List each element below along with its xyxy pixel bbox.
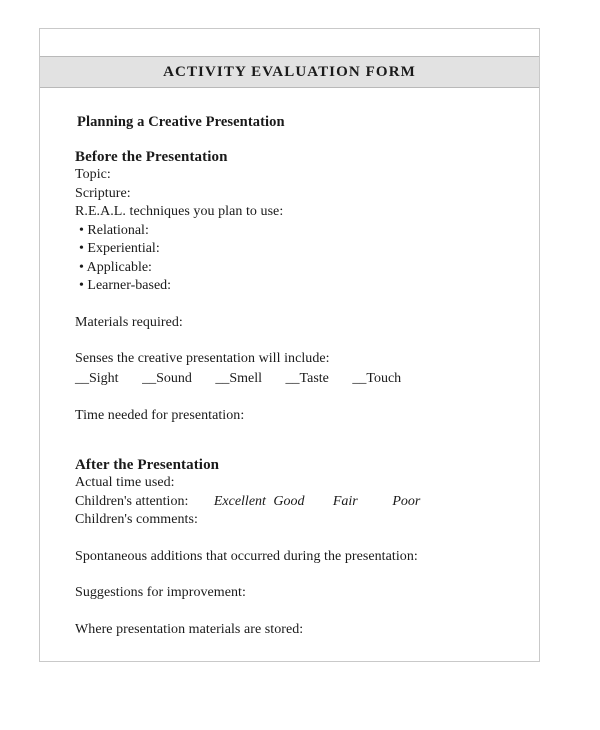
- spacer: [75, 131, 505, 149]
- attention-options: [214, 493, 421, 512]
- field-childrens-comments: Children's comments:: [75, 512, 198, 527]
- sense-option-smell[interactable]: __Smell: [215, 370, 263, 386]
- field-time-needed: Time needed for presentation:: [75, 407, 245, 423]
- field-senses-label: Senses the creative presentation will include:: [75, 351, 330, 366]
- field-actual-time-used: Actual time used:: [75, 475, 175, 490]
- bullet-relational: • Relational:: [79, 222, 149, 238]
- sense-option-taste[interactable]: __Taste: [285, 370, 329, 386]
- spacer: [75, 332, 505, 350]
- attention-option-poor[interactable]: Poor: [392, 493, 421, 509]
- attention-option-good[interactable]: Good: [273, 493, 305, 509]
- document-subtitle: Planning a Creative Presentation: [77, 114, 285, 130]
- spacer: [75, 425, 505, 457]
- field-topic: Topic:: [75, 167, 111, 182]
- field-materials-storage: Where presentation materials are stored:: [75, 621, 304, 637]
- section-heading-after: After the Presentation: [75, 457, 220, 473]
- bullet-experiential: • Experiential:: [79, 241, 160, 256]
- spacer: [75, 296, 505, 314]
- spacer: [75, 603, 505, 621]
- senses-checklist: [75, 369, 505, 389]
- spacer: [75, 566, 505, 584]
- page-title: ACTIVITY EVALUATION FORM: [163, 64, 416, 80]
- bullet-applicable: • Applicable:: [79, 259, 152, 275]
- form-body: [75, 114, 505, 639]
- spacer: [75, 530, 505, 548]
- section-heading-before: Before the Presentation: [75, 149, 228, 165]
- spacer: [75, 389, 505, 407]
- sense-option-sound[interactable]: __Sound: [142, 370, 192, 386]
- sense-option-sight[interactable]: __Sight: [75, 370, 119, 386]
- sense-option-touch[interactable]: __Touch: [352, 370, 402, 386]
- field-materials-required: Materials required:: [75, 314, 183, 330]
- attention-label: Children's attention:: [75, 493, 189, 509]
- field-real-techniques: R.E.A.L. techniques you plan to use:: [75, 204, 284, 219]
- field-spontaneous-additions: Spontaneous additions that occurred during the presentation:: [75, 548, 418, 564]
- field-suggestions: Suggestions for improvement:: [75, 585, 246, 600]
- field-childrens-attention: [75, 493, 505, 512]
- bullet-learner-based: • Learner-based:: [79, 278, 172, 293]
- attention-option-excellent[interactable]: Excellent: [213, 493, 266, 509]
- attention-option-fair[interactable]: Fair: [332, 493, 358, 509]
- document-page: [39, 28, 540, 662]
- field-scripture: Scripture:: [75, 185, 131, 201]
- form-header-band: [40, 56, 539, 88]
